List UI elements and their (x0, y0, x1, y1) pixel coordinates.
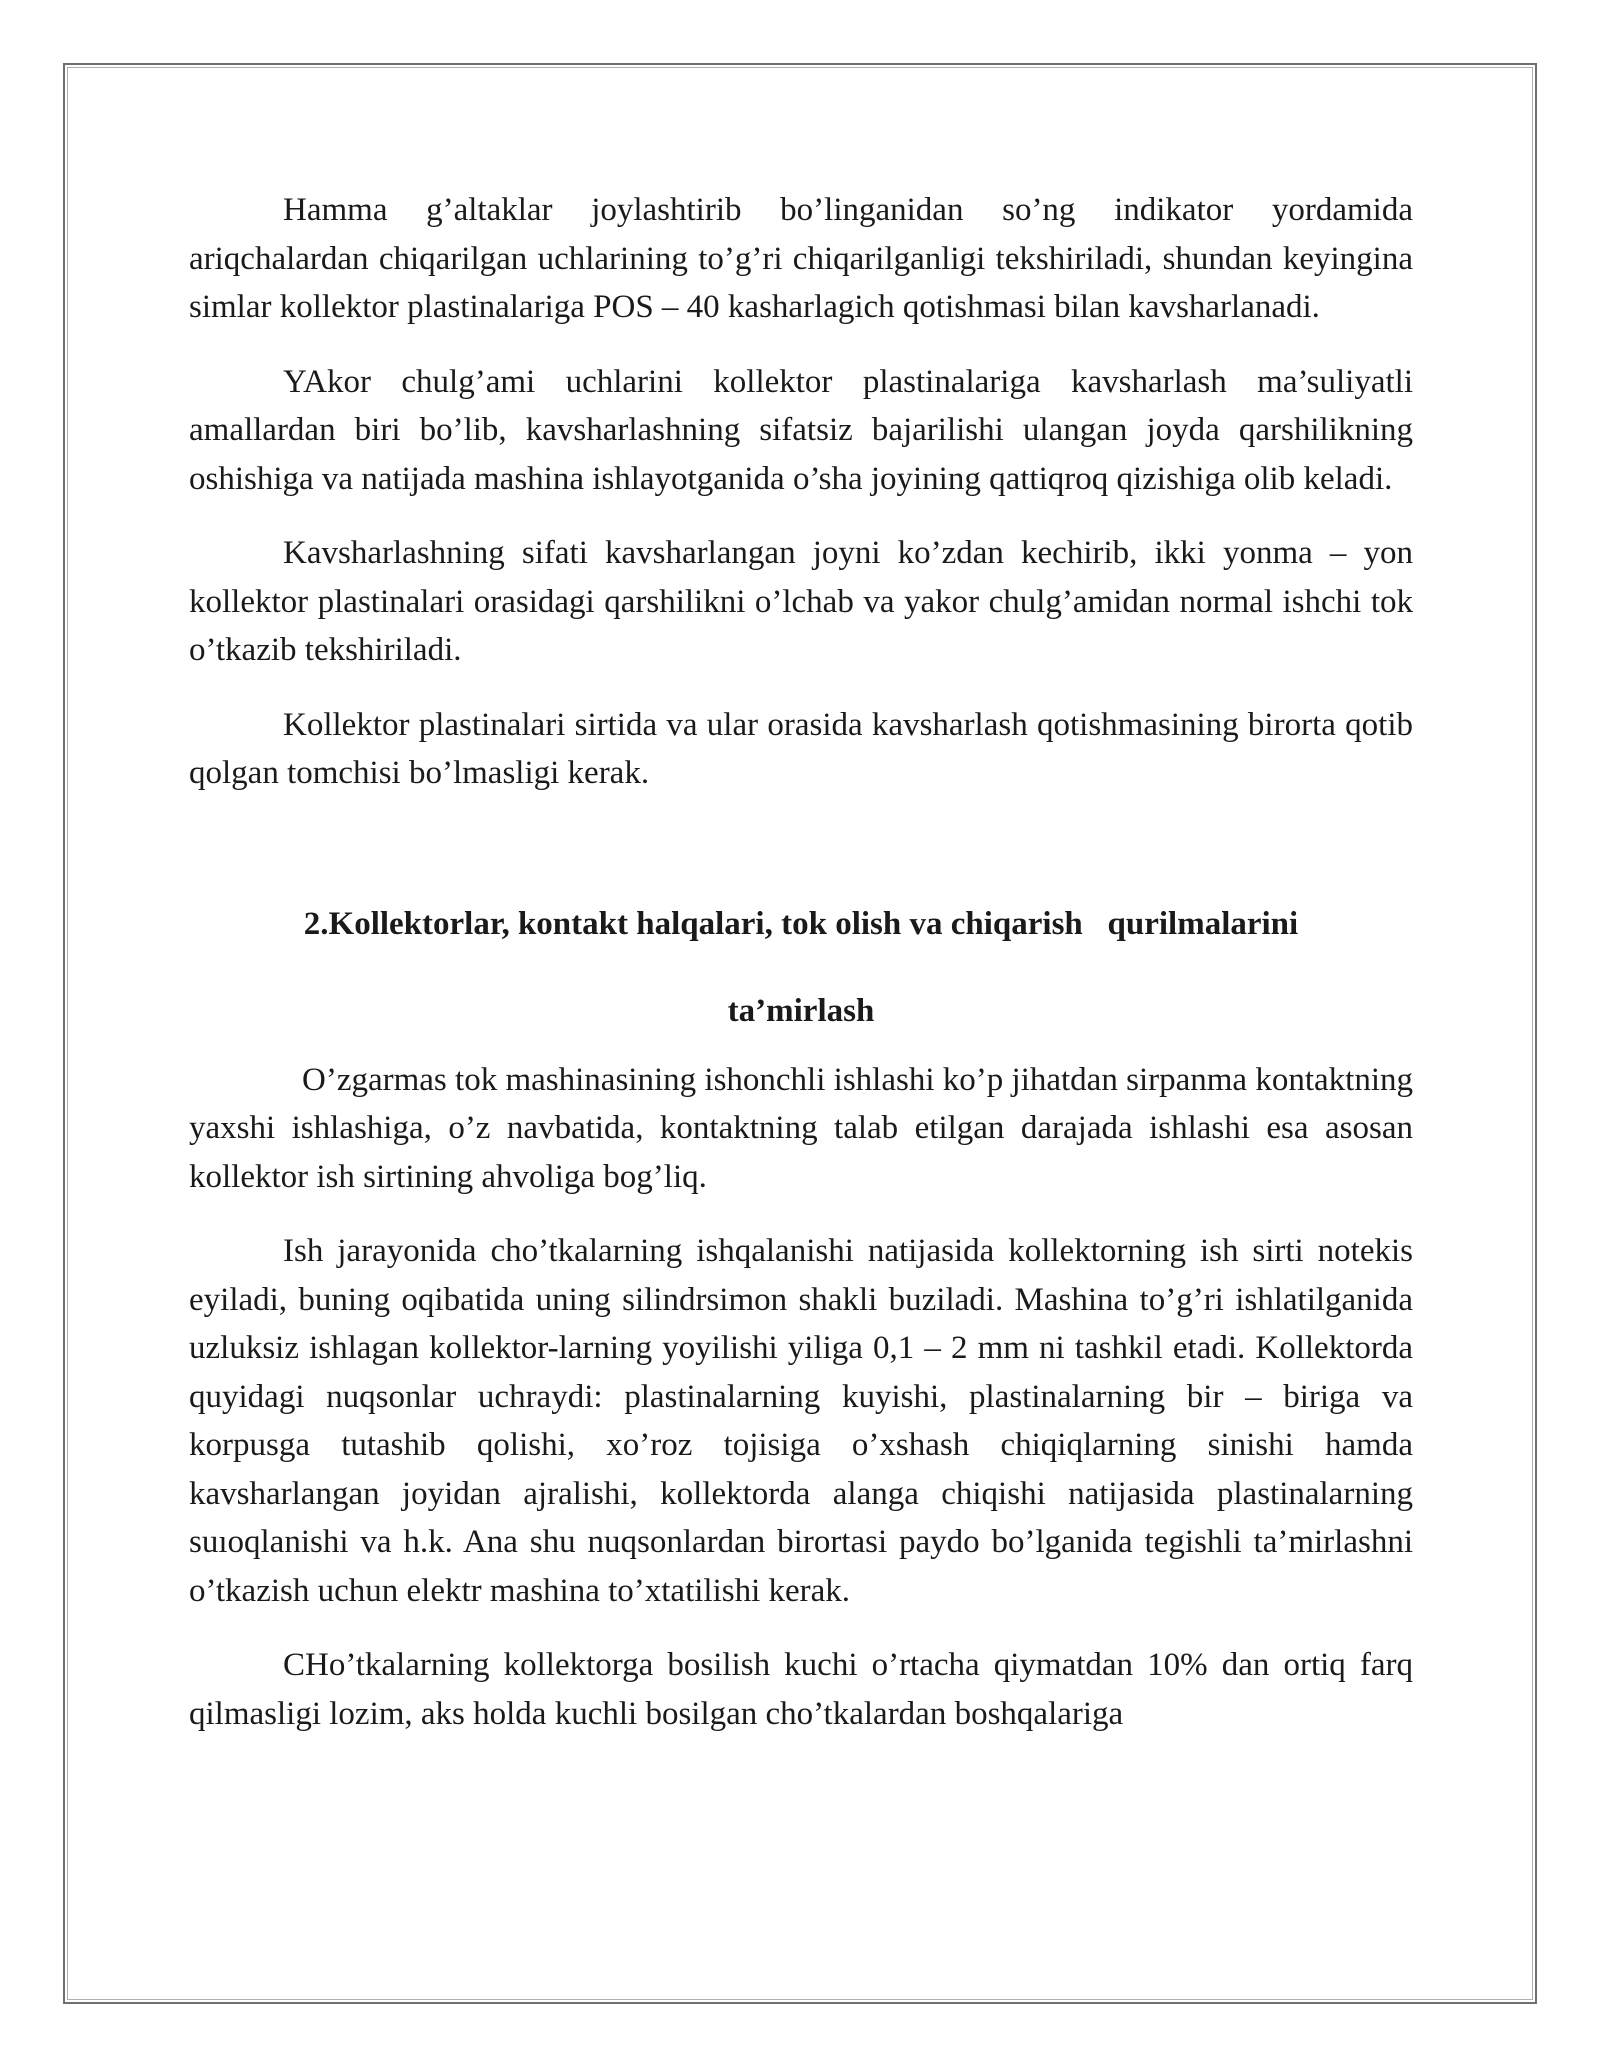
paragraph: YAkor chulg’ami uchlarini kollektor plastinalariga kavsharlash ma’suliyatli amallardan biri bo’lib, kavsharlashning sifatsiz bajarilishi ulangan joyda qarshilikning oshishiga va natijada mashina ishlayotganida o’sha joyining qattiqroq qizishiga olib keladi. (189, 363, 1413, 497)
paragraph: Kavsharlashning sifati kavsharlangan joyni ko’zdan kechirib, ikki yonma – yon kollektor plastinalari orasidagi qarshilikni o’lchab va yakor chulg’amidan normal ishchi tok o’tkazib tekshiriladi. (189, 535, 1413, 668)
paragraph: Hamma g’altaklar joylashtirib bo’linganidan so’ng indikator yordamida ariqchalardan chiqarilgan uchlarining to’g’ri chiqarilganligi tekshiriladi, shundan keyingina simlar kollektor plastinalariga POS – 40 kasharlagich qotishmasi bilan kavsharlanadi. (189, 192, 1413, 325)
paragraph: CHo’tkalarning kollektorga bosilish kuchi o’rtacha qiymatdan 10% dan ortiq farq qilmasligi lozim, aks holda kuchli bosilgan cho’tkalardan boshqalariga (189, 1647, 1413, 1732)
section-heading-continuation: ta’mirlash (727, 992, 875, 1029)
paragraph: O’zgarmas tok mashinasining ishonchli ishlashi ko’p jihatdan sirpanma kontaktning yaxshi ishlashiga, o’z navbatida, kontaktning talab etilgan darajada ishlashi esa asosan kollektor ish sirtining ahvoliga bog’liq. (189, 1061, 1413, 1195)
section-heading: 2.Kollektorlar, kontakt halqalari, tok olish va chiqarish qurilmalarini (303, 905, 1299, 942)
document-body (189, 186, 1413, 1764)
paragraph: Kollektor plastinalari sirtida va ular orasida kavsharlash qotishmasining birorta qotib qolgan tomchisi bo’lmasligi kerak. (189, 706, 1413, 791)
paragraph: Ish jarayonida cho’tkalarning ishqalanishi natijasida kollektorning ish sirti notekis eyiladi, buning oqibatida uning silindrsimon shakli buziladi. Mashina to’g’ri ishlatilganida uzluksiz ishlagan kollektor-larning yoyilishi yiliga 0,1 – 2 mm ni tashkil etadi. Kollektorda quyidagi nuqsonlar uchraydi: plastinalarning kuyishi, plastinalarning bir – biriga va korpusga tutashib qolishi, xo’roz tojisiga o’xshash chiqiqlarning sinishi hamda kavsharlangan joyidan ajralishi, kollektorda alanga chiqishi natijasida plastinalarning suıoqlanishi va h.k. Ana shu nuqsonlardan birortasi paydo bo’lganida tegishli ta’mirlashni o’tkazish uchun elektr mashina to’xtatilishi kerak. (189, 1233, 1413, 1609)
